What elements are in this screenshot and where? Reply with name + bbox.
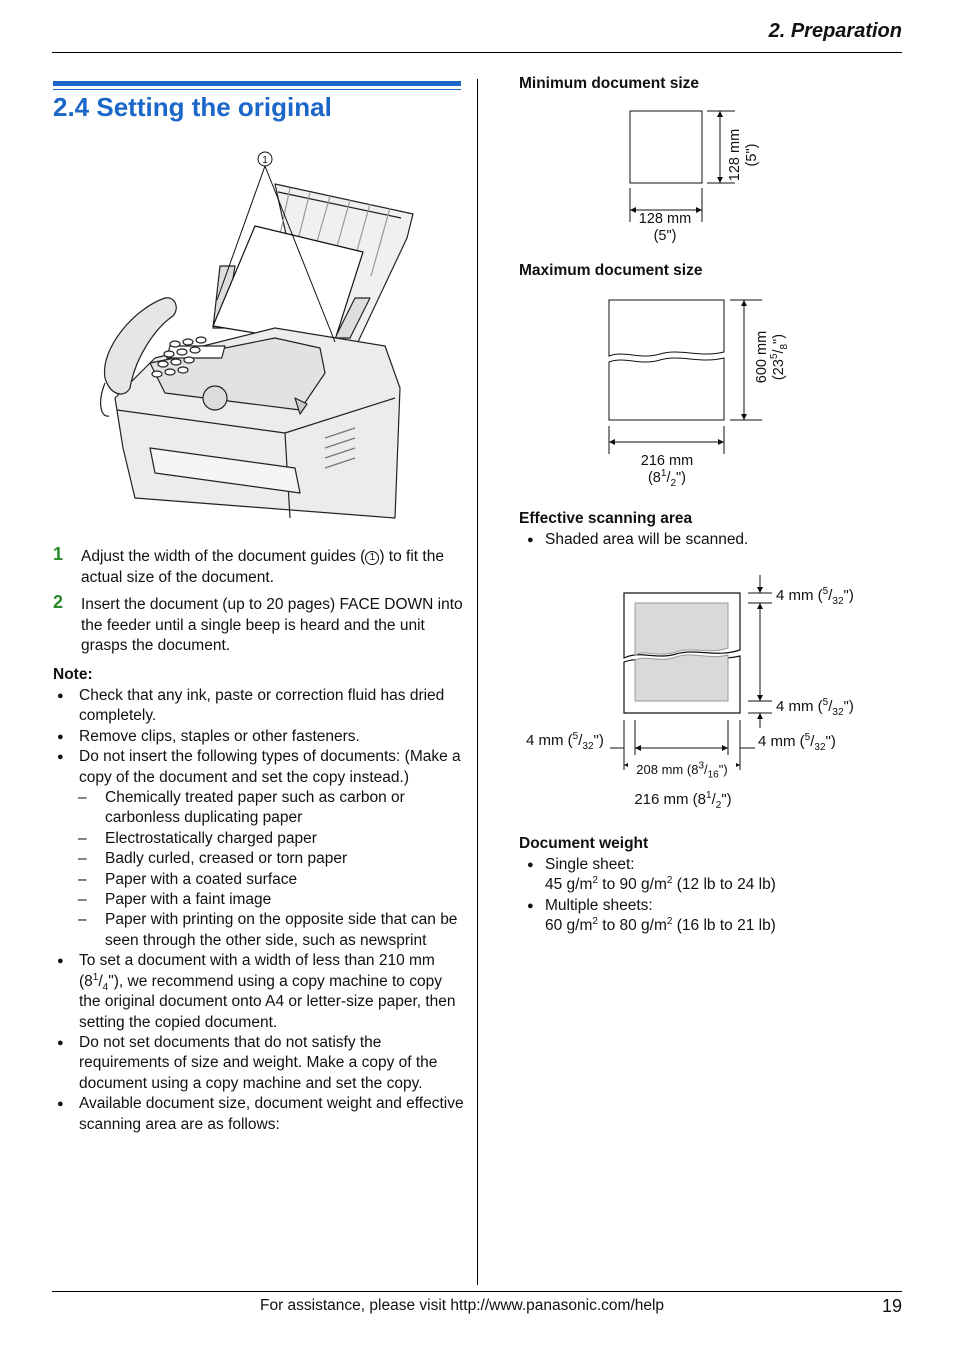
scan-outer-width-label: 216 mm $(8^1/_2")$: [634, 790, 732, 811]
callout-ref: 1: [365, 551, 379, 565]
section-thin-rule: [53, 89, 461, 90]
column-divider: [477, 79, 478, 1285]
section-bar: [53, 81, 461, 86]
running-header: 2. Preparation: [768, 20, 902, 42]
step-1-text-a: Adjust the width of the document guides (: [81, 548, 366, 565]
note-bullet: ● Available document size, document weight and effective scanning area are as follows:: [53, 1094, 465, 1135]
step-2-text: Insert the document (up to 20 pages) FACE DOWN into the feeder until a single beep is heard and the unit grasps the document.: [81, 596, 463, 654]
weight-single-value: 45 $g/m^2$ to 90 $g/m^2$ (12 lb to 24 lb): [545, 875, 776, 894]
max-height-label: 600 mm $(23^5/_8")$: [754, 330, 790, 384]
note-bullet: ● Remove clips, staples or other fasteners.: [53, 727, 465, 747]
note-dash-item: – Chemically treated paper such as carbon or carbonless duplicating paper: [53, 788, 465, 829]
weight-multi-value: 60 $g/m^2$ to 80 $g/m^2$ (16 lb to 21 lb): [545, 916, 776, 935]
note-dash-item: – Paper with a faint image: [53, 890, 465, 910]
header-rule: [52, 52, 902, 53]
page-number: 19: [881, 1296, 902, 1316]
footer-help-text: For assistance, please visit http://www.panasonic.com/help: [260, 1297, 665, 1314]
fax-machine-illustration: [95, 148, 425, 528]
callout-number: 1: [262, 155, 268, 166]
min-width-label: 128 mm (5"): [638, 211, 692, 244]
note-dash-item: – Paper with a coated surface: [53, 870, 465, 890]
scan-left-margin-label: 4 mm $(^5/_{32}")$: [526, 731, 604, 752]
scan-top-margin-label: 4 mm $(^5/_{32}")$: [776, 586, 854, 607]
max-width-label: 216 mm $(8^1/_2")$: [640, 453, 694, 489]
note-dash-item: – Paper with printing on the opposite side that can be seen through the other side, such as newsprint: [53, 910, 465, 951]
scan-area-bullet: ● Shaded area will be scanned.: [519, 530, 748, 550]
note-list: [53, 686, 465, 1135]
footer-rule: [52, 1291, 902, 1292]
note-bullet: ● To set a document with a width of less than 210 mm $(8^1/_4")$, we recommend using a copy machine to copy the original document onto A4 or letter-size paper, then setting the copied document.: [53, 951, 465, 1033]
note-bullet: ● Do not insert the following types of documents: (Make a copy of the document and set the copy instead.): [53, 747, 465, 788]
note-dash-item: – Electrostatically charged paper: [53, 829, 465, 849]
scan-inner-width-label: 208 mm $(8^3/_{16}")$: [628, 761, 736, 778]
note-bullet: ● Do not set documents that do not satisfy the requirements of size and weight. Make a copy of the document using a copy machine and set the copy.: [53, 1033, 465, 1094]
weight-heading: Document weight: [519, 835, 649, 852]
scan-area-heading: Effective scanning area: [519, 510, 693, 527]
step-1: [53, 544, 463, 588]
note-dash-item: – Badly curled, creased or torn paper: [53, 849, 465, 869]
weight-list: [519, 855, 899, 937]
section-title: 2.4 Setting the original: [53, 92, 332, 122]
weight-multi-label: ● Multiple sheets:: [519, 896, 899, 916]
min-height-label: 128 mm (5"): [727, 128, 760, 182]
note-bullet: ● Check that any ink, paste or correction fluid has dried completely.: [53, 686, 465, 727]
max-size-heading: Maximum document size: [519, 262, 703, 279]
min-size-heading: Minimum document size: [519, 75, 699, 92]
scan-bottom-margin-label: 4 mm $(^5/_{32}")$: [776, 697, 854, 718]
step-number: 2: [53, 592, 64, 612]
max-size-diagram: [600, 292, 780, 462]
step-2: [53, 592, 463, 657]
weight-single-label: ● Single sheet:: [519, 855, 899, 875]
step-number: 1: [53, 544, 64, 564]
note-heading: Note:: [53, 666, 93, 683]
step-1-text-b: ) to fit the actual size of the document.: [81, 548, 444, 586]
scan-right-margin-label: 4 mm $(^5/_{32}")$: [758, 732, 836, 753]
